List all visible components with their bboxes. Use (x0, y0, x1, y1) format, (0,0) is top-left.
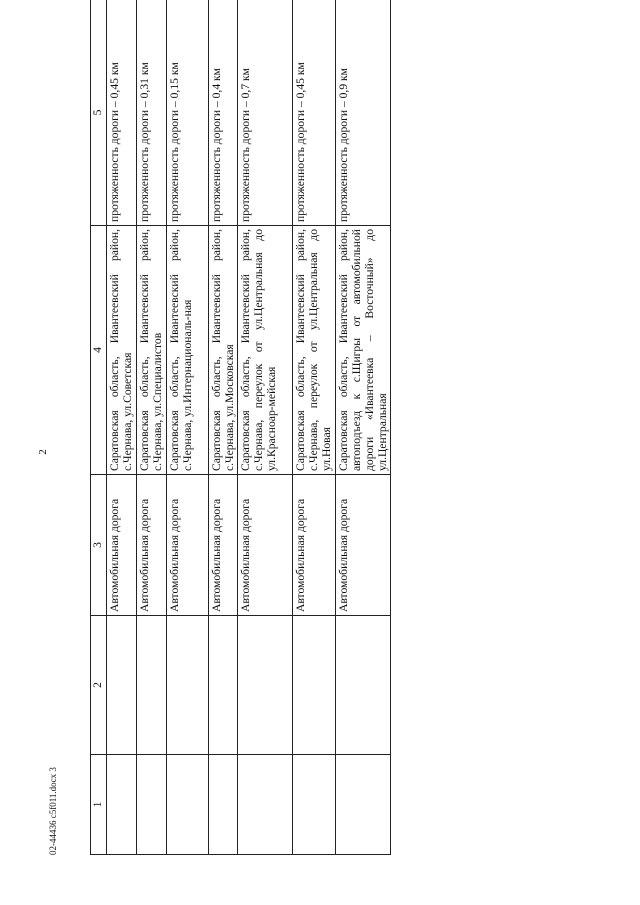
cell-col-2 (336, 616, 391, 755)
cell-object-type: Автомобильная дорога (167, 475, 209, 616)
cell-length: протяженность дороги – 0,7 км (238, 0, 293, 226)
cell-col-1 (137, 755, 167, 855)
cell-col-1 (209, 755, 238, 855)
table-row (293, 0, 336, 855)
cell-col-2 (107, 616, 137, 755)
cell-col-1 (167, 755, 209, 855)
cell-location: Саратовская область, Ивантеевский район, с.Чернава, переулок от ул.Центральная до ул.Краснoар-мейская (238, 226, 293, 475)
cell-location: Саратовская область, Ивантеевский район, с.Чернава, ул.Интернациональ-ная (167, 226, 209, 475)
table-row (238, 0, 293, 855)
cell-col-2 (209, 616, 238, 755)
cell-object-type: Автомобильная дорога (137, 475, 167, 616)
cell-location: Саратовская область, Ивантеевский район, с.Чернава, ул.Советская (107, 226, 137, 475)
cell-object-type: Автомобильная дорога (238, 475, 293, 616)
header-col-4: 4 (91, 226, 107, 475)
cell-location: Саратовская область, Ивантеевский район, автоподъезд к с.Щигры от автомобильной дороги «Ивантеевка – Восточный» до ул.Центральная (336, 226, 391, 475)
cell-col-2 (293, 616, 336, 755)
cell-location: Саратовская область, Ивантеевский район, с.Чернава, ул.Специалистов (137, 226, 167, 475)
cell-length: протяженность дороги – 0,45 км (293, 0, 336, 226)
cell-col-2 (167, 616, 209, 755)
cell-length: протяженность дороги – 0,9 км (336, 0, 391, 226)
table-row (167, 0, 209, 855)
table-row (137, 0, 167, 855)
document-footer: 02-44436 c5f011.docx 3 (48, 767, 58, 855)
cell-length: протяженность дороги – 0,4 км (209, 0, 238, 226)
cell-location: Саратовская область, Ивантеевский район, с.Чернава, ул.Московская (209, 226, 238, 475)
cell-location: Саратовская область, Ивантеевский район, с.Чернава, переулок от ул.Центральная до ул.Новая (293, 226, 336, 475)
header-col-1: 1 (91, 755, 107, 855)
header-col-5: 5 (91, 0, 107, 226)
cell-col-1 (238, 755, 293, 855)
table-row (336, 0, 391, 855)
roads-table (90, 0, 391, 855)
cell-col-1 (107, 755, 137, 855)
table-header-row (91, 0, 107, 855)
cell-col-2 (137, 616, 167, 755)
header-col-2: 2 (91, 616, 107, 755)
cell-col-2 (238, 616, 293, 755)
cell-object-type: Автомобильная дорога (209, 475, 238, 616)
cell-object-type: Автомобильная дорога (336, 475, 391, 616)
cell-col-1 (293, 755, 336, 855)
cell-object-type: Автомобильная дорога (107, 475, 137, 616)
page-number: 2 (36, 449, 49, 455)
table-row (209, 0, 238, 855)
table-row (107, 0, 137, 855)
rotated-table-container (90, 35, 411, 855)
header-col-3: 3 (91, 475, 107, 616)
cell-object-type: Автомобильная дорога (293, 475, 336, 616)
cell-length: протяженность дороги – 0,45 км (107, 0, 137, 226)
cell-col-1 (336, 755, 391, 855)
cell-length: протяженность дороги – 0,31 км (137, 0, 167, 226)
cell-length: протяженность дороги – 0,15 км (167, 0, 209, 226)
